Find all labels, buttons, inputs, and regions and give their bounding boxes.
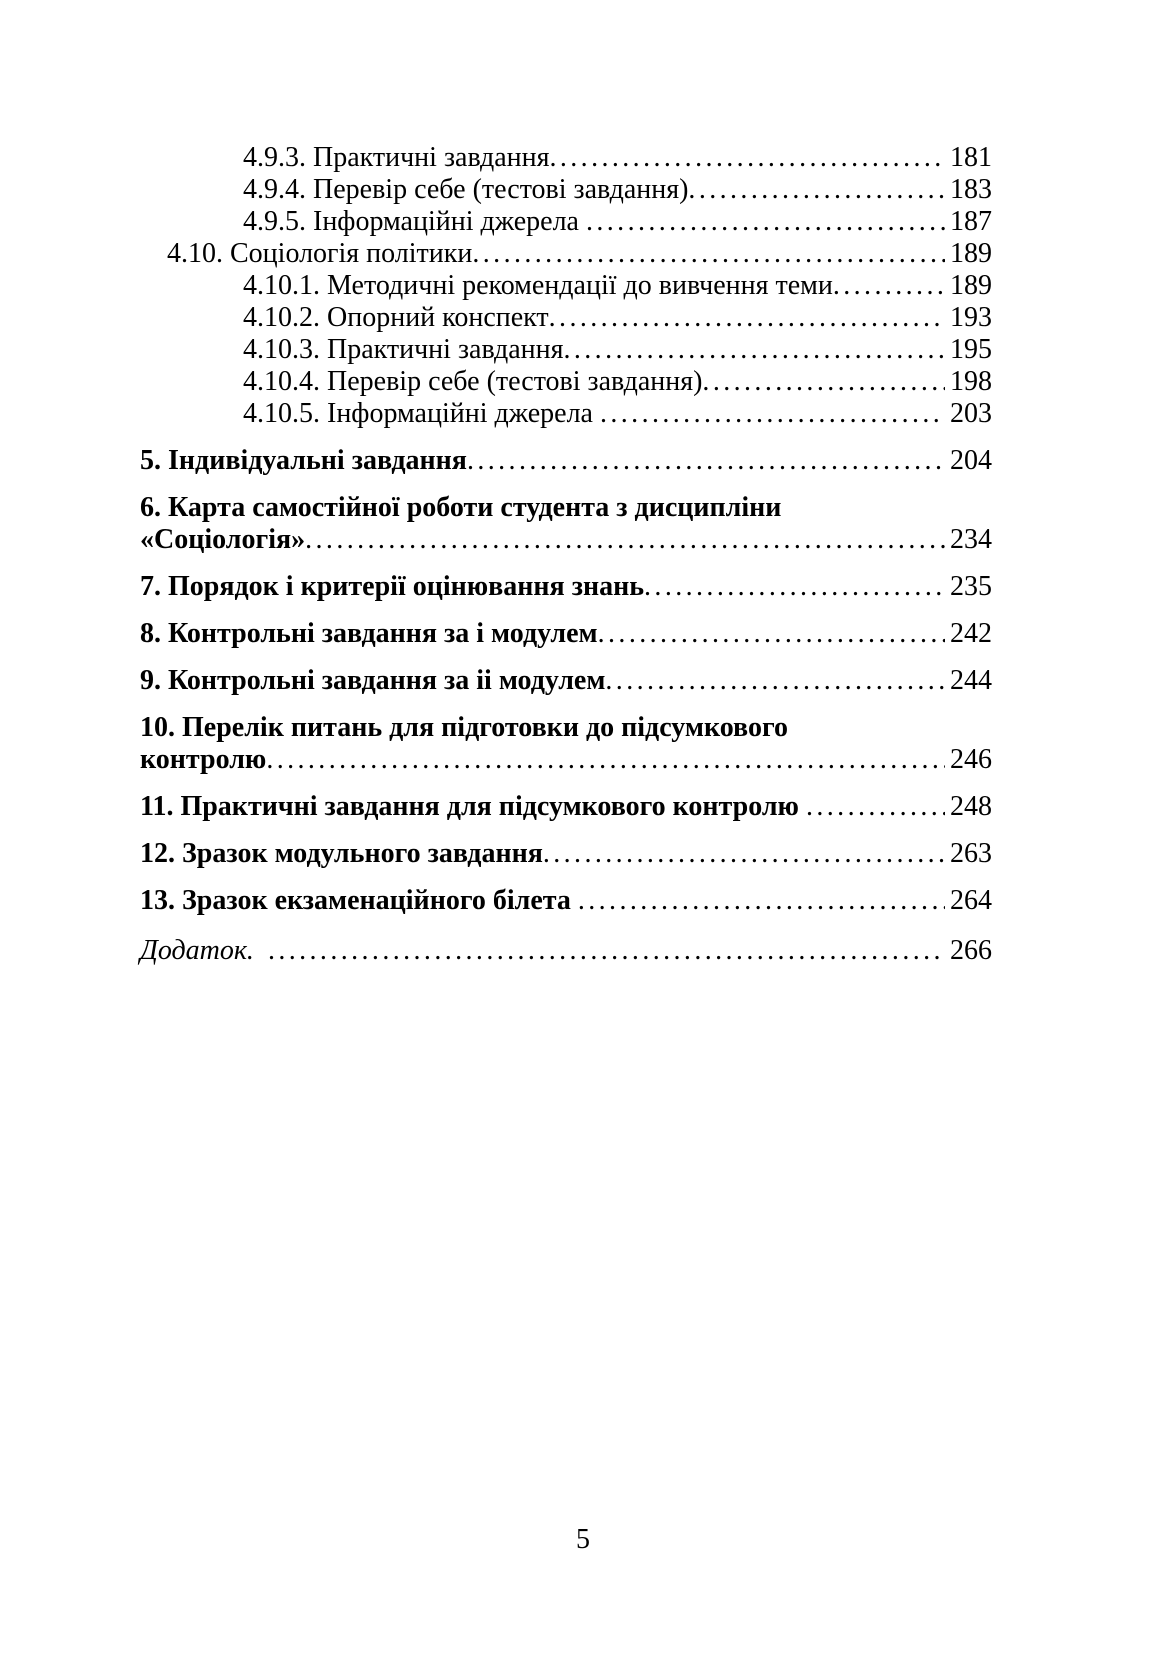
- toc-entry-page: 183: [950, 174, 992, 205]
- toc-entry-title: 4.10.5. Інформаційні джерела: [243, 398, 600, 429]
- toc-entry: [140, 885, 992, 917]
- toc-entry: [140, 665, 992, 697]
- toc-entry-page: 235: [950, 571, 992, 602]
- toc-entry-title: 8. Контрольні завдання за і модулем: [140, 618, 598, 649]
- toc-entry: [140, 571, 992, 603]
- toc-entry-page: 181: [950, 142, 992, 173]
- toc-entry-title: 11. Практичні завдання для підсумкового контролю: [140, 791, 806, 822]
- toc-entry-title: 9. Контрольні завдання за іі модулем: [140, 665, 606, 696]
- toc-entry: [140, 935, 992, 967]
- toc-entry: [140, 366, 992, 398]
- toc-entry-title: 5. Індивідуальні завдання: [140, 445, 467, 476]
- toc-entry: [140, 334, 992, 366]
- toc-entry: [140, 238, 992, 270]
- toc-entry-title: 4.10.1. Методичні рекомендації до вивчення теми: [243, 270, 833, 301]
- toc-entry-page: 203: [950, 398, 992, 429]
- toc-entry-page: 263: [950, 838, 992, 869]
- toc-entry-page: 234: [950, 524, 992, 555]
- toc-entry: [140, 398, 992, 430]
- leader-dots: [644, 571, 945, 603]
- leader-dots: [605, 665, 945, 697]
- toc-entry-page: 244: [950, 665, 992, 696]
- toc-entry-page: 187: [950, 206, 992, 237]
- toc-entry-title: 10. Перелік питань для підготовки до підсумкового: [140, 712, 788, 743]
- toc-entry: [140, 445, 992, 477]
- toc-entry-page: 246: [950, 744, 992, 775]
- toc-entry: [140, 270, 992, 302]
- toc-entry: [140, 618, 992, 650]
- leader-dots: [543, 838, 945, 870]
- leader-dots: [600, 398, 945, 430]
- toc-entry: [140, 174, 992, 206]
- toc-entry-title: 12. Зразок модульного завдання: [140, 838, 543, 869]
- toc-entry-title: 4.9.4. Перевір себе (тестові завдання): [243, 174, 689, 205]
- toc-entry-page: 264: [950, 885, 992, 916]
- toc-entry-title: 4.9.5. Інформаційні джерела: [243, 206, 586, 237]
- toc-entry: [140, 791, 992, 823]
- leader-dots: [472, 238, 945, 270]
- page-number-footer: 5: [576, 1524, 590, 1555]
- leader-dots: [598, 618, 945, 650]
- leader-dots: [563, 334, 945, 366]
- toc-entry-title: 4.9.3. Практичні завдання: [243, 142, 550, 173]
- toc-entry-page: 193: [950, 302, 992, 333]
- toc-entry-title: 4.10.3. Практичні завдання: [243, 334, 564, 365]
- toc-entry-title: 6. Карта самостійної роботи студента з дисципліни: [140, 492, 782, 523]
- toc-entry: [140, 302, 992, 334]
- toc-entry-page: 195: [950, 334, 992, 365]
- toc-entry-page: 248: [950, 791, 992, 822]
- toc-entry: [140, 492, 992, 556]
- toc-entry-page: 266: [950, 935, 992, 966]
- leader-dots: [268, 935, 945, 967]
- leader-dots: [549, 302, 945, 334]
- leader-dots: [688, 174, 945, 206]
- leader-dots: [806, 791, 945, 823]
- toc-entry: [140, 142, 992, 174]
- toc-entry-title-continued: контролю: [140, 744, 267, 775]
- toc-entry-title: 7. Порядок і критерії оцінювання знань: [140, 571, 645, 602]
- leader-dots: [833, 270, 945, 302]
- toc-entry-title-continued: «Соціологія»: [140, 524, 306, 555]
- toc-entry-page: 242: [950, 618, 992, 649]
- toc-entry: [140, 206, 992, 238]
- toc-entry-page: 189: [950, 238, 992, 269]
- toc-entry-title: 4.10.4. Перевір себе (тестові завдання): [243, 366, 703, 397]
- toc-entry-title: 4.10.2. Опорний конспект: [243, 302, 549, 333]
- toc-entry-page: 198: [950, 366, 992, 397]
- toc-entry: [140, 838, 992, 870]
- toc-entry-page: 189: [950, 270, 992, 301]
- leader-dots: [578, 885, 945, 917]
- toc-entry-title: Додаток.: [140, 935, 268, 966]
- leader-dots: [549, 142, 945, 174]
- leader-dots: [467, 445, 945, 477]
- toc-entry-page: 204: [950, 445, 992, 476]
- toc-entry: [140, 712, 992, 776]
- toc-entry-title: 4.10. Соціологія політики: [167, 238, 473, 269]
- leader-dots: [266, 744, 945, 776]
- leader-dots: [586, 206, 945, 238]
- table-of-contents: [140, 142, 992, 967]
- toc-entry-title: 13. Зразок екзаменаційного білета: [140, 885, 578, 916]
- leader-dots: [305, 524, 945, 556]
- leader-dots: [702, 366, 945, 398]
